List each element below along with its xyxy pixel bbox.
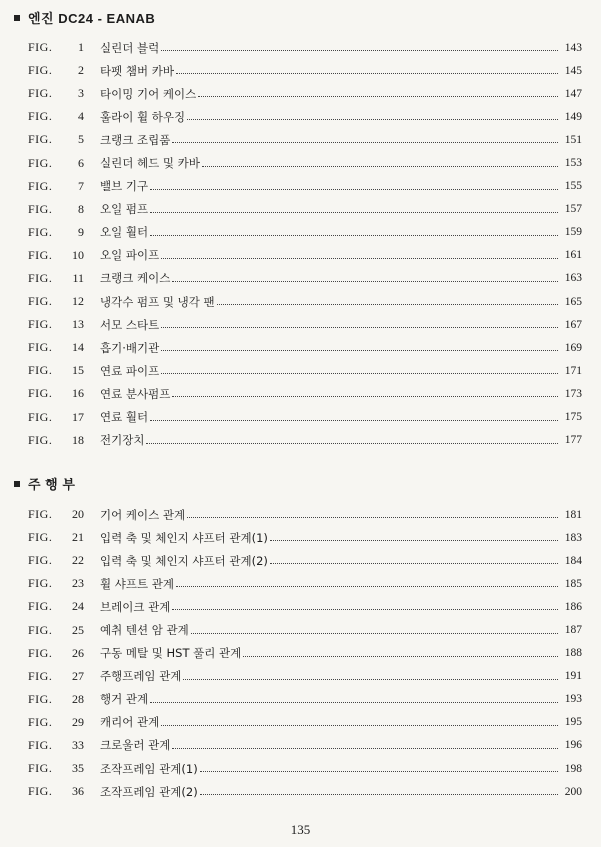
dot-leader xyxy=(172,281,558,282)
toc-row xyxy=(28,198,582,221)
dot-leader xyxy=(150,235,558,236)
dot-leader xyxy=(150,420,558,421)
drive-section-header xyxy=(14,474,75,493)
fig-page-number: 163 xyxy=(564,272,582,285)
toc-row xyxy=(28,175,582,198)
drive-section-title: 주 행 부 xyxy=(28,477,76,492)
fig-label: FIG. xyxy=(28,714,53,729)
toc-row xyxy=(28,688,582,711)
fig-number: 8 xyxy=(78,201,84,216)
fig-title: 오일 파이프 xyxy=(100,248,160,263)
toc-row xyxy=(28,36,582,59)
dot-leader xyxy=(146,443,558,444)
fig-title: 브레이크 관계 xyxy=(100,599,171,614)
fig-page-number: 186 xyxy=(564,600,582,613)
fig-title: 연료 분사펌프 xyxy=(100,386,171,401)
fig-label: FIG. xyxy=(28,224,53,239)
fig-number: 11 xyxy=(72,270,84,285)
fig-label: FIG. xyxy=(28,247,53,262)
fig-title: 행거 관계 xyxy=(100,692,149,707)
drive-toc-list xyxy=(28,503,582,803)
dot-leader xyxy=(161,258,558,259)
toc-row xyxy=(28,382,582,405)
fig-label: FIG. xyxy=(28,507,53,522)
fig-page-number: 169 xyxy=(564,341,582,354)
fig-number: 10 xyxy=(72,247,84,262)
toc-row xyxy=(28,780,582,803)
fig-label: FIG. xyxy=(28,317,53,332)
fig-number: 26 xyxy=(72,645,84,660)
toc-row xyxy=(28,82,582,105)
dot-leader xyxy=(176,73,558,74)
dot-leader xyxy=(202,166,558,167)
dot-leader xyxy=(161,725,558,726)
fig-page-number: 143 xyxy=(564,41,582,54)
fig-page-number: 171 xyxy=(564,364,582,377)
fig-number: 5 xyxy=(78,132,84,147)
fig-page-number: 155 xyxy=(564,180,582,193)
fig-title: 흡기·배기관 xyxy=(100,340,160,355)
dot-leader xyxy=(161,50,558,51)
fig-page-number: 185 xyxy=(564,577,582,590)
fig-label: FIG. xyxy=(28,691,53,706)
engine-section-header xyxy=(14,8,155,27)
square-bullet-icon xyxy=(14,15,20,21)
fig-label: FIG. xyxy=(28,340,53,355)
fig-number: 1 xyxy=(78,40,84,55)
fig-number: 17 xyxy=(72,409,84,424)
fig-page-number: 195 xyxy=(564,716,582,729)
fig-title: 조작프레임 관계(1) xyxy=(100,761,198,776)
fig-number: 28 xyxy=(72,691,84,706)
fig-title: 실린더 블럭 xyxy=(100,40,160,55)
fig-title: 캐리어 관계 xyxy=(100,715,160,730)
fig-title: 휠 샤프트 관계 xyxy=(100,576,174,591)
fig-page-number: 149 xyxy=(564,110,582,123)
fig-label: FIG. xyxy=(28,784,53,799)
fig-number: 20 xyxy=(72,507,84,522)
dot-leader xyxy=(176,586,558,587)
fig-page-number: 153 xyxy=(564,157,582,170)
fig-title: 서모 스타트 xyxy=(100,317,160,332)
fig-title: 입력 축 및 체인지 샤프터 관계(1) xyxy=(100,530,268,545)
fig-title: 예취 텐션 암 관계 xyxy=(100,623,189,638)
toc-row xyxy=(28,642,582,665)
fig-page-number: 196 xyxy=(564,739,582,752)
fig-label: FIG. xyxy=(28,668,53,683)
fig-title: 기어 케이스 관계 xyxy=(100,507,186,522)
fig-label: FIG. xyxy=(28,432,53,447)
fig-label: FIG. xyxy=(28,178,53,193)
dot-leader xyxy=(172,609,558,610)
fig-label: FIG. xyxy=(28,737,53,752)
fig-page-number: 177 xyxy=(564,434,582,447)
fig-title: 훌라이 휠 하우징 xyxy=(100,109,186,124)
toc-row xyxy=(28,734,582,757)
dot-leader xyxy=(161,350,558,351)
fig-label: FIG. xyxy=(28,409,53,424)
fig-title: 크랭크 케이스 xyxy=(100,271,171,286)
fig-label: FIG. xyxy=(28,270,53,285)
fig-number: 13 xyxy=(72,317,84,332)
dot-leader xyxy=(217,304,558,305)
dot-leader xyxy=(243,656,558,657)
fig-title: 주행프레임 관계 xyxy=(100,669,182,684)
fig-title: 밸브 기구 xyxy=(100,179,149,194)
fig-number: 6 xyxy=(78,155,84,170)
fig-page-number: 159 xyxy=(564,226,582,239)
fig-title: 조작프레임 관계(2) xyxy=(100,784,198,799)
dot-leader xyxy=(187,517,558,518)
fig-label: FIG. xyxy=(28,386,53,401)
fig-number: 33 xyxy=(72,737,84,752)
fig-page-number: 165 xyxy=(564,295,582,308)
dot-leader xyxy=(200,771,558,772)
fig-page-number: 167 xyxy=(564,318,582,331)
fig-title: 냉각수 펌프 및 냉각 팬 xyxy=(100,294,215,309)
fig-number: 12 xyxy=(72,294,84,309)
dot-leader xyxy=(191,633,558,634)
fig-page-number: 188 xyxy=(564,647,582,660)
toc-row xyxy=(28,151,582,174)
fig-label: FIG. xyxy=(28,761,53,776)
fig-number: 25 xyxy=(72,622,84,637)
fig-title: 실린더 헤드 및 카바 xyxy=(100,156,200,171)
dot-leader xyxy=(161,373,558,374)
dot-leader xyxy=(172,748,558,749)
fig-page-number: 198 xyxy=(564,762,582,775)
toc-row xyxy=(28,549,582,572)
fig-label: FIG. xyxy=(28,63,53,78)
fig-label: FIG. xyxy=(28,40,53,55)
dot-leader xyxy=(172,396,558,397)
fig-page-number: 151 xyxy=(564,133,582,146)
fig-page-number: 200 xyxy=(564,785,582,798)
fig-page-number: 183 xyxy=(564,531,582,544)
dot-leader xyxy=(150,189,558,190)
fig-title: 타이밍 기어 케이스 xyxy=(100,86,197,101)
fig-title: 연료 파이프 xyxy=(100,363,160,378)
toc-row xyxy=(28,618,582,641)
fig-number: 15 xyxy=(72,363,84,378)
fig-label: FIG. xyxy=(28,530,53,545)
dot-leader xyxy=(150,702,558,703)
dot-leader xyxy=(161,327,558,328)
fig-title: 전기장치 xyxy=(100,433,145,448)
fig-number: 3 xyxy=(78,86,84,101)
engine-toc-list xyxy=(28,36,582,452)
fig-title: 오일 훨터 xyxy=(100,225,149,240)
fig-page-number: 157 xyxy=(564,203,582,216)
toc-row xyxy=(28,595,582,618)
fig-number: 36 xyxy=(72,784,84,799)
fig-number: 35 xyxy=(72,761,84,776)
fig-page-number: 191 xyxy=(564,670,582,683)
dot-leader xyxy=(270,563,558,564)
dot-leader xyxy=(200,794,558,795)
toc-row xyxy=(28,359,582,382)
fig-label: FIG. xyxy=(28,622,53,637)
fig-page-number: 181 xyxy=(564,508,582,521)
fig-title: 타펫 챔버 카바 xyxy=(100,63,174,78)
toc-row xyxy=(28,244,582,267)
fig-page-number: 193 xyxy=(564,693,582,706)
fig-number: 2 xyxy=(78,63,84,78)
toc-row xyxy=(28,105,582,128)
fig-title: 크로울러 관계 xyxy=(100,738,171,753)
square-bullet-icon xyxy=(14,481,20,487)
toc-row xyxy=(28,267,582,290)
fig-title: 크랭크 조립품 xyxy=(100,132,171,147)
fig-number: 9 xyxy=(78,224,84,239)
fig-page-number: 187 xyxy=(564,624,582,637)
fig-label: FIG. xyxy=(28,132,53,147)
fig-label: FIG. xyxy=(28,86,53,101)
toc-row xyxy=(28,711,582,734)
fig-label: FIG. xyxy=(28,645,53,660)
dot-leader xyxy=(270,540,558,541)
fig-label: FIG. xyxy=(28,155,53,170)
fig-number: 27 xyxy=(72,668,84,683)
fig-page-number: 173 xyxy=(564,387,582,400)
fig-number: 21 xyxy=(72,530,84,545)
toc-row xyxy=(28,128,582,151)
fig-label: FIG. xyxy=(28,294,53,309)
fig-title: 구동 메탈 및 HST 풀리 관계 xyxy=(100,646,242,661)
toc-row xyxy=(28,336,582,359)
toc-row xyxy=(28,313,582,336)
fig-number: 29 xyxy=(72,714,84,729)
fig-number: 7 xyxy=(78,178,84,193)
fig-number: 24 xyxy=(72,599,84,614)
toc-row xyxy=(28,757,582,780)
fig-number: 23 xyxy=(72,576,84,591)
toc-row xyxy=(28,406,582,429)
dot-leader xyxy=(187,119,558,120)
fig-label: FIG. xyxy=(28,553,53,568)
dot-leader xyxy=(172,142,558,143)
fig-page-number: 145 xyxy=(564,64,582,77)
dot-leader xyxy=(198,96,558,97)
toc-row xyxy=(28,290,582,313)
toc-row xyxy=(28,221,582,244)
dot-leader xyxy=(183,679,558,680)
dot-leader xyxy=(150,212,558,213)
fig-label: FIG. xyxy=(28,599,53,614)
fig-label: FIG. xyxy=(28,363,53,378)
fig-title: 오일 펌프 xyxy=(100,202,149,217)
toc-row xyxy=(28,59,582,82)
fig-page-number: 147 xyxy=(564,87,582,100)
fig-number: 18 xyxy=(72,432,84,447)
fig-label: FIG. xyxy=(28,576,53,591)
engine-section-title: 엔진 DC24 - EANAB xyxy=(28,11,156,26)
toc-row xyxy=(28,503,582,526)
page-number: 135 xyxy=(290,822,311,837)
toc-row xyxy=(28,429,582,452)
fig-label: FIG. xyxy=(28,109,53,124)
fig-number: 22 xyxy=(72,553,84,568)
fig-title: 연료 훨터 xyxy=(100,410,149,425)
fig-number: 16 xyxy=(72,386,84,401)
toc-row xyxy=(28,526,582,549)
fig-label: FIG. xyxy=(28,201,53,216)
toc-row xyxy=(28,572,582,595)
fig-page-number: 161 xyxy=(564,249,582,262)
fig-page-number: 175 xyxy=(564,411,582,424)
fig-page-number: 184 xyxy=(564,554,582,567)
fig-number: 4 xyxy=(78,109,84,124)
fig-number: 14 xyxy=(72,340,84,355)
fig-title: 입력 축 및 체인지 샤프터 관계(2) xyxy=(100,553,268,568)
toc-row xyxy=(28,665,582,688)
